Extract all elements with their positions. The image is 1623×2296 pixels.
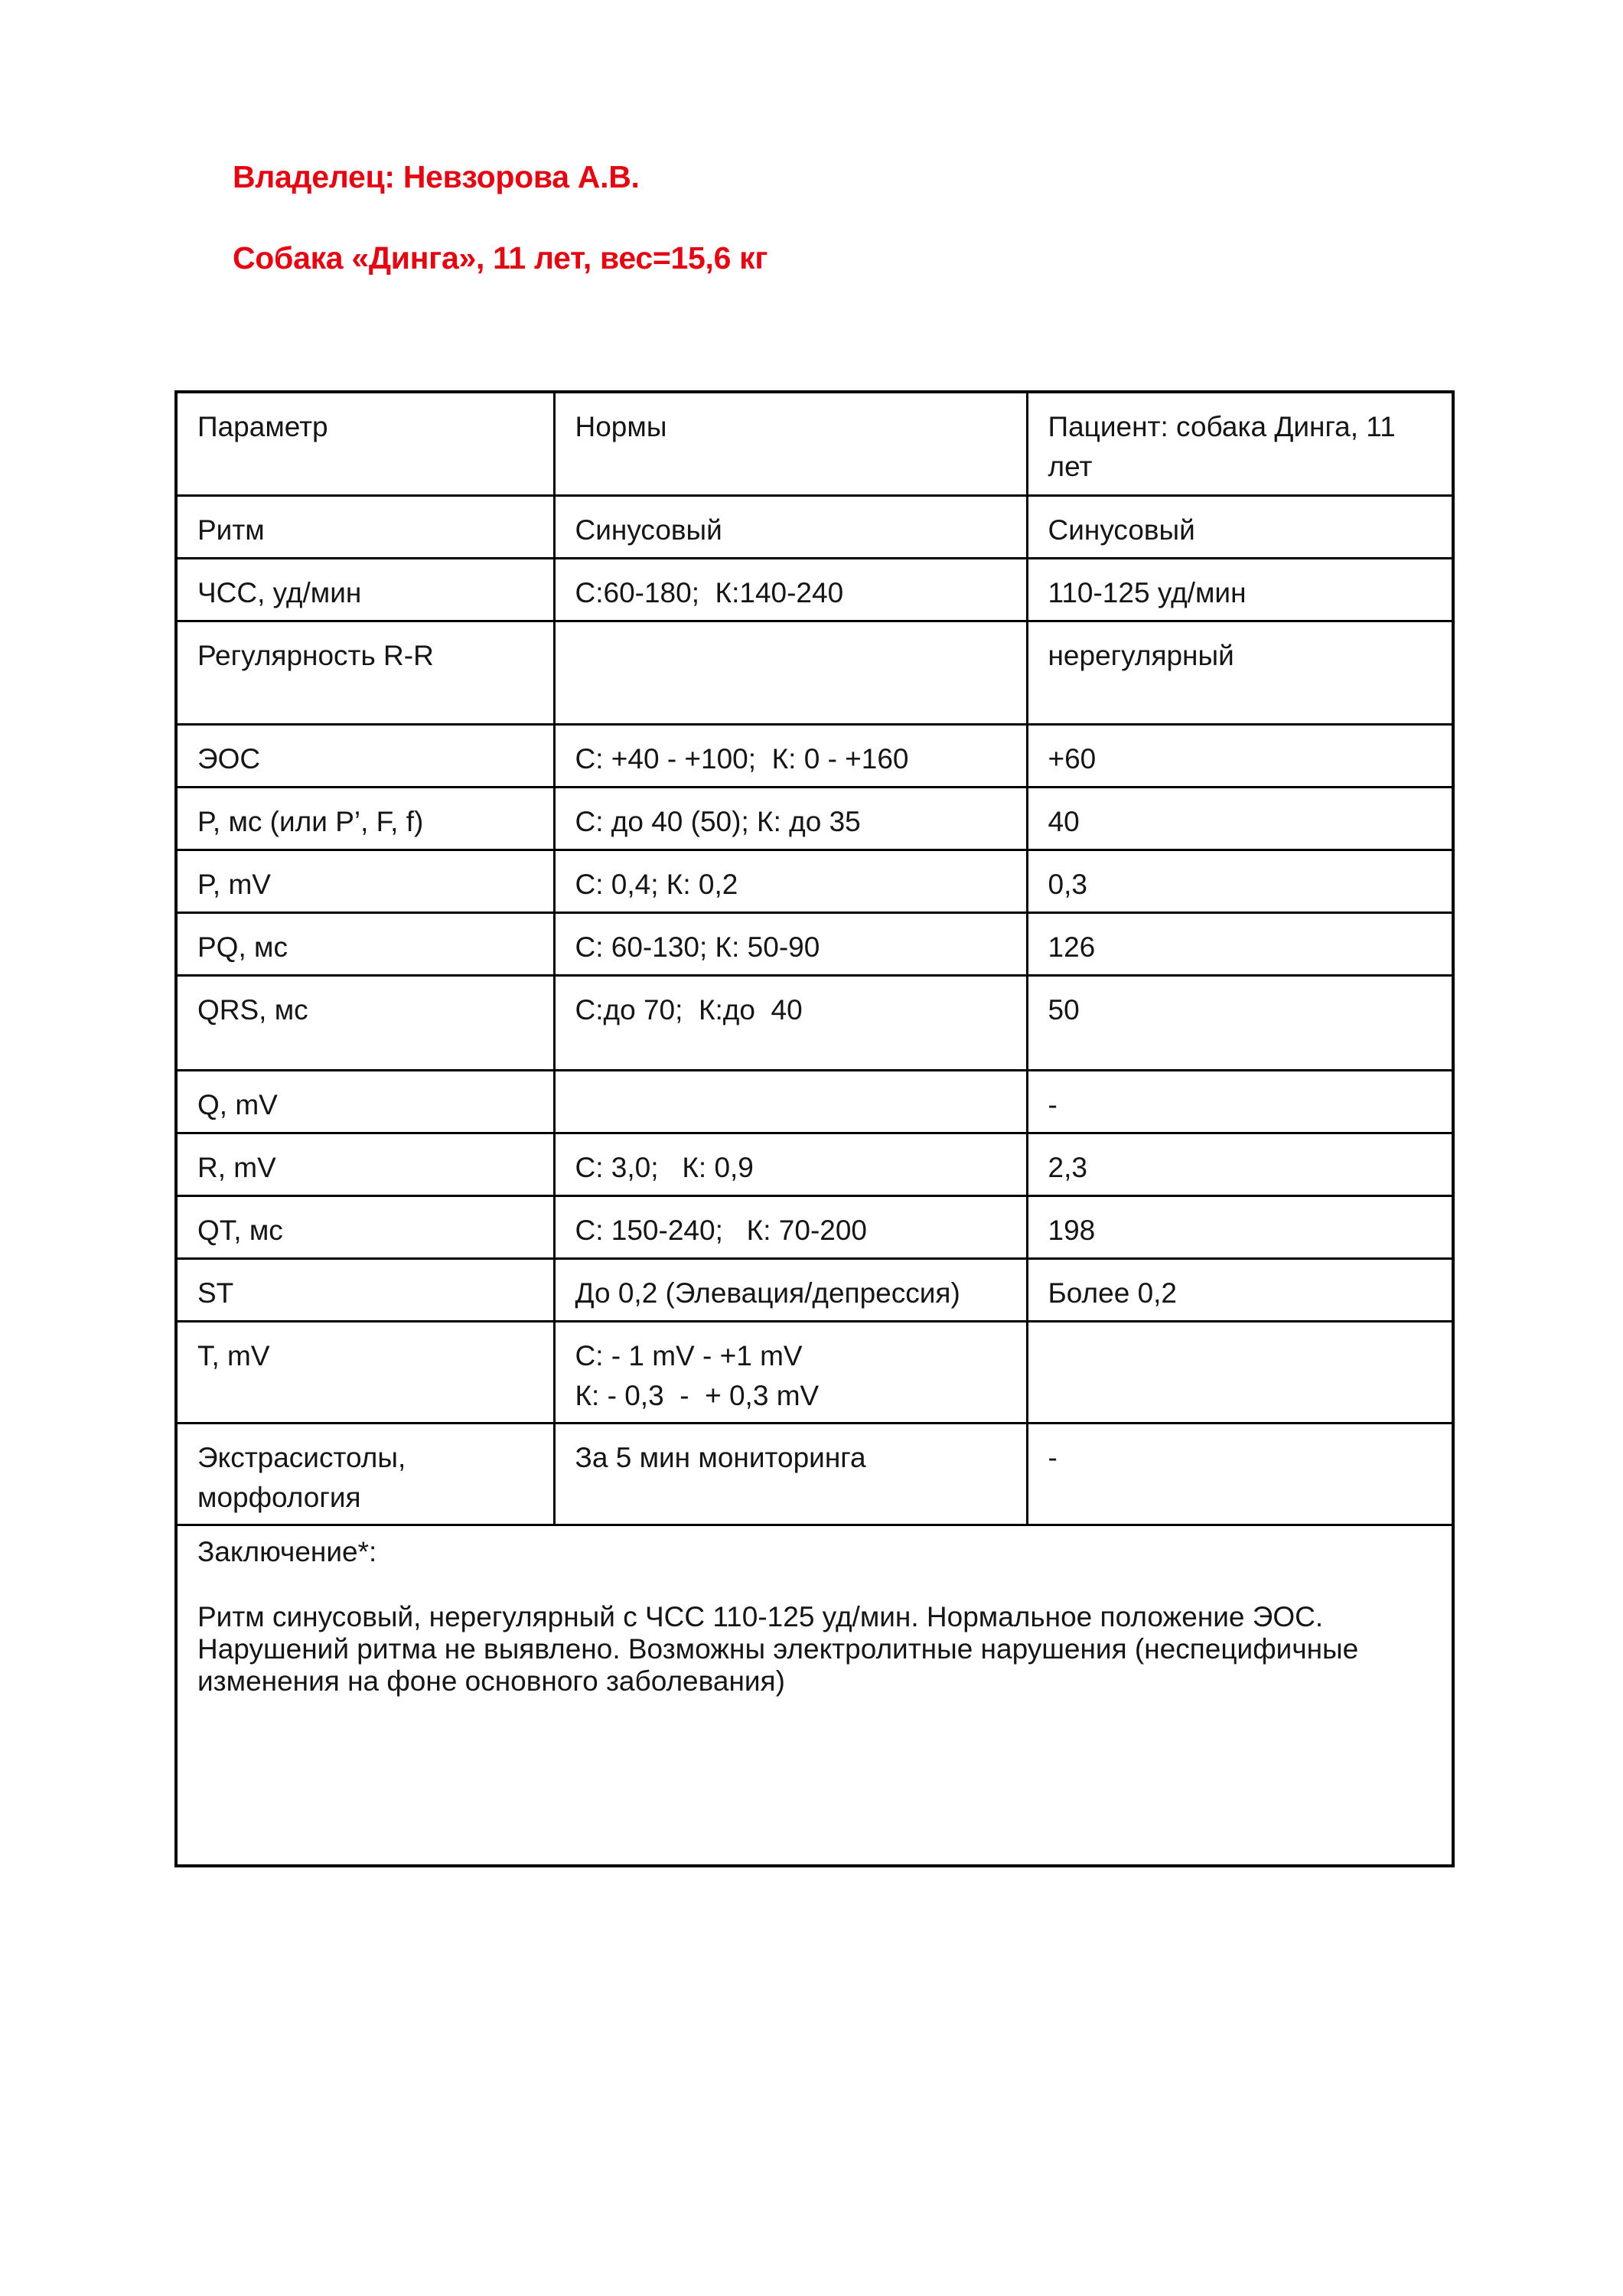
parameter-cell: ЧСС, уд/мин <box>176 558 554 621</box>
owner-heading: Владелец: Невзорова А.В. <box>233 159 640 194</box>
patient-cell: 50 <box>1027 975 1453 1070</box>
parameter-cell: Q, mV <box>176 1070 554 1133</box>
patient-cell <box>1027 1321 1453 1423</box>
table-row <box>176 975 1453 1070</box>
norms-cell: С: +40 - +100; К: 0 - +160 <box>554 724 1027 787</box>
conclusion-text <box>197 1601 1433 1698</box>
patient-cell: 110-125 уд/мин <box>1027 558 1453 621</box>
norms-line: С: - 1 mV - +1 mV <box>575 1339 803 1371</box>
norms-line: К: - 0,3 - + 0,3 mV <box>575 1379 820 1411</box>
norms-cell: С: 60-130; К: 50-90 <box>554 912 1027 975</box>
norms-cell <box>554 1321 1027 1423</box>
parameter-cell: Регулярность R-R <box>176 621 554 724</box>
patient-cell: Более 0,2 <box>1027 1258 1453 1321</box>
norms-cell: С:до 70; К:до 40 <box>554 975 1027 1070</box>
patient-cell: - <box>1027 1070 1453 1133</box>
table-row <box>176 1133 1453 1195</box>
table-row <box>176 621 1453 724</box>
norms-cell: Синусовый <box>554 495 1027 558</box>
patient-cell: 126 <box>1027 912 1453 975</box>
patient-cell: - <box>1027 1423 1453 1525</box>
table-header-row <box>176 392 1453 495</box>
parameter-cell: T, mV <box>176 1321 554 1423</box>
column-header-patient: Пациент: собака Динга, 11 лет <box>1027 392 1453 495</box>
table-row <box>176 1321 1453 1423</box>
patient-cell: +60 <box>1027 724 1453 787</box>
table-row <box>176 495 1453 558</box>
table-row <box>176 787 1453 850</box>
conclusion-row <box>176 1525 1453 1866</box>
parameter-cell: ST <box>176 1258 554 1321</box>
column-header-norms: Нормы <box>554 392 1027 495</box>
patient-cell: Синусовый <box>1027 495 1453 558</box>
parameter-cell: R, mV <box>176 1133 554 1195</box>
patient-cell: 40 <box>1027 787 1453 850</box>
table-row <box>176 1195 1453 1258</box>
parameter-cell: ЭОС <box>176 724 554 787</box>
table-row <box>176 850 1453 912</box>
norms-cell <box>554 1070 1027 1133</box>
conclusion-line: изменения на фоне основного заболевания) <box>197 1665 785 1697</box>
parameter-cell: P, mV <box>176 850 554 912</box>
ecg-parameters-table <box>174 390 1455 1867</box>
parameter-cell: QRS, мс <box>176 975 554 1070</box>
norms-cell: С:60-180; К:140-240 <box>554 558 1027 621</box>
parameter-cell: QT, мс <box>176 1195 554 1258</box>
norms-cell: С: до 40 (50); К: до 35 <box>554 787 1027 850</box>
parameter-cell: P, мс (или P’, F, f) <box>176 787 554 850</box>
norms-cell <box>554 621 1027 724</box>
table-row <box>176 1423 1453 1525</box>
patient-cell: 198 <box>1027 1195 1453 1258</box>
table-row <box>176 1070 1453 1133</box>
patient-cell: 2,3 <box>1027 1133 1453 1195</box>
patient-cell: 0,3 <box>1027 850 1453 912</box>
parameter-cell <box>176 1423 554 1525</box>
conclusion-label: Заключение*: <box>197 1535 377 1567</box>
parameter-line: морфология <box>197 1481 361 1513</box>
conclusion-cell <box>176 1525 1453 1866</box>
norms-cell: За 5 мин мониторинга <box>554 1423 1027 1525</box>
parameter-cell: PQ, мс <box>176 912 554 975</box>
norms-cell: С: 3,0; К: 0,9 <box>554 1133 1027 1195</box>
conclusion-line: Ритм синусовый, нерегулярный с ЧСС 110-125 уд/мин. Нормальное положение ЭОС. <box>197 1600 1324 1632</box>
parameter-cell: Ритм <box>176 495 554 558</box>
norms-cell: До 0,2 (Элевация/депрессия) <box>554 1258 1027 1321</box>
norms-cell: С: 150-240; К: 70-200 <box>554 1195 1027 1258</box>
column-header-parameter: Параметр <box>176 392 554 495</box>
norms-cell: С: 0,4; К: 0,2 <box>554 850 1027 912</box>
parameter-line: Экстрасистолы, <box>197 1441 406 1473</box>
conclusion-line: Нарушений ритма не выявлено. Возможны электролитные нарушения (неспецифичные <box>197 1632 1359 1665</box>
table-row <box>176 724 1453 787</box>
table-row <box>176 558 1453 621</box>
table-row <box>176 1258 1453 1321</box>
patient-heading: Собака «Динга», 11 лет, вес=15,6 кг <box>233 240 768 276</box>
table-row <box>176 912 1453 975</box>
patient-cell: нерегулярный <box>1027 621 1453 724</box>
